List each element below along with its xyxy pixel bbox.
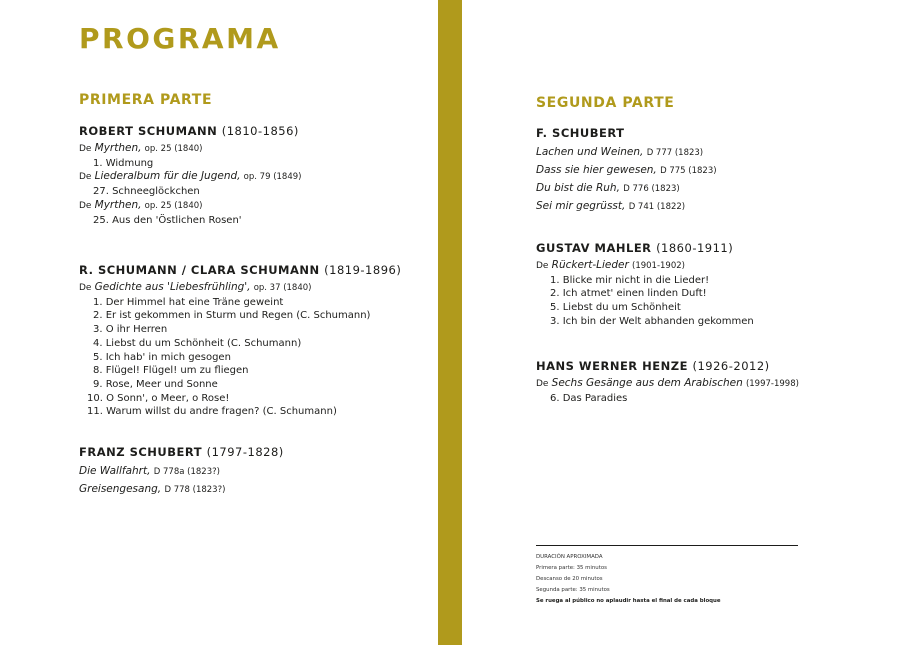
composer-name: [79, 124, 419, 138]
de-prefix: De: [79, 200, 92, 211]
work-catalogue: D 776 (1823): [623, 184, 680, 194]
work-catalogue: op. 25 (1840): [144, 200, 203, 211]
schumanns-block: [79, 263, 419, 419]
page-title: PROGRAMA: [79, 22, 281, 55]
duration-line: Descanso de 20 minutos: [536, 576, 603, 582]
duration-line: Segunda parte: 35 minutos: [536, 587, 610, 593]
composer-name-text: FRANZ SCHUBERT: [79, 445, 203, 459]
work-line: [536, 198, 876, 216]
song-item: 3. Ich bin der Welt abhanden gekommen: [550, 315, 754, 327]
work-line: [536, 180, 876, 198]
f-schubert-block: [536, 126, 876, 216]
work-title: Lachen und Weinen,: [536, 146, 644, 158]
composer-name: [536, 241, 876, 255]
de-prefix: De: [536, 261, 549, 271]
work-line: [79, 170, 419, 185]
work-catalogue: D 741 (1822): [628, 202, 686, 212]
mahler-block: [536, 241, 876, 329]
work-title: Greisengesang,: [79, 483, 162, 495]
composer-name: [79, 445, 419, 459]
work-title: Sei mir gegrüsst,: [536, 200, 626, 212]
work-title: Die Wallfahrt,: [79, 465, 151, 477]
song-item: 1. Widmung: [93, 157, 154, 169]
schumann-block: [79, 124, 419, 227]
work-line: [79, 481, 419, 499]
song-item: 6. Das Paradies: [550, 392, 628, 404]
work-title: Gedichte aus 'Liebesfrühling',: [94, 281, 251, 293]
composer-years: (1819-1896): [324, 263, 402, 277]
de-prefix: De: [79, 144, 92, 154]
work-catalogue: D 777 (1823): [646, 148, 704, 158]
work-line: [536, 259, 876, 274]
notes-divider: [536, 545, 798, 546]
song-item: 3. O ihr Herren: [93, 324, 168, 336]
composer-name-text: GUSTAV MAHLER: [536, 241, 652, 255]
song-item: 10. O Sonn', o Meer, o Rose!: [87, 392, 230, 404]
de-prefix: De: [79, 172, 92, 183]
work-catalogue: (1901-1902): [632, 261, 685, 271]
song-item: 8. Flügel! Flügel! um zu fliegen: [93, 365, 249, 377]
composer-name: [536, 359, 876, 373]
work-line: [536, 144, 876, 162]
work-title: Liederalbum für die Jugend,: [94, 170, 241, 183]
work-title: Myrthen,: [94, 142, 142, 154]
work-line: [79, 463, 419, 481]
work-catalogue: D 778a (1823?): [153, 467, 220, 477]
song-item: 11. Warum willst du andre fragen? (C. Schumann): [87, 406, 337, 418]
song-item: 25. Aus den 'Östlichen Rosen': [93, 214, 242, 226]
composer-years: (1926-2012): [692, 359, 770, 373]
work-catalogue: op. 79 (1849): [243, 172, 302, 183]
gold-divider-bar: [438, 0, 462, 645]
work-catalogue: op. 25 (1840): [144, 144, 203, 154]
work-title: Sechs Gesänge aus dem Arabischen: [551, 377, 743, 389]
segunda-parte-heading: SEGUNDA PARTE: [536, 95, 675, 111]
song-item: 5. Ich hab' in mich gesogen: [93, 351, 231, 363]
duration-notes: [536, 552, 721, 607]
primera-parte-heading: PRIMERA PARTE: [79, 92, 213, 108]
composer-name-text: ROBERT SCHUMANN: [79, 124, 218, 138]
song-item: 2. Er ist gekommen in Sturm und Regen (C. Schumann): [93, 310, 371, 322]
song-item: 1. Blicke mir nicht in die Lieder!: [550, 274, 710, 286]
work-title: Rückert-Lieder: [551, 259, 629, 271]
composer-years: (1797-1828): [206, 445, 284, 459]
work-line: [79, 281, 419, 296]
duration-heading: DURACIÓN APROXIMADA: [536, 554, 603, 560]
composer-years: (1810-1856): [221, 124, 299, 138]
work-line: [79, 142, 419, 157]
composer-name: [79, 263, 419, 277]
work-line: [536, 377, 876, 392]
song-item: 2. Ich atmet' einen linden Duft!: [550, 288, 707, 300]
work-catalogue: D 775 (1823): [660, 166, 717, 176]
work-line: [536, 162, 876, 180]
work-catalogue: (1997-1998): [745, 379, 799, 389]
de-prefix: De: [536, 379, 549, 389]
applause-request: Se ruega al público no aplaudir hasta el final de cada bloque: [536, 598, 721, 604]
work-catalogue: op. 37 (1840): [253, 283, 312, 293]
song-item: 27. Schneeglöckchen: [93, 186, 200, 198]
work-title: Dass sie hier gewesen,: [536, 164, 657, 176]
de-prefix: De: [79, 283, 92, 293]
song-item: 5. Liebst du um Schönheit: [550, 302, 681, 314]
composer-name: [536, 126, 876, 140]
schubert-block: [79, 445, 419, 499]
song-item: 9. Rose, Meer und Sonne: [93, 378, 218, 390]
duration-line: Primera parte: 35 minutos: [536, 565, 607, 571]
composer-name-text: R. SCHUMANN / CLARA SCHUMANN: [79, 263, 320, 277]
composer-name-text: F. SCHUBERT: [536, 126, 625, 140]
work-line: [79, 199, 419, 214]
song-item: 4. Liebst du um Schönheit (C. Schumann): [93, 337, 302, 349]
henze-block: [536, 359, 876, 405]
composer-years: (1860-1911): [656, 241, 734, 255]
composer-name-text: HANS WERNER HENZE: [536, 359, 688, 373]
work-title: Myrthen,: [94, 198, 142, 211]
work-title: Du bist die Ruh,: [536, 182, 620, 194]
work-catalogue: D 778 (1823?): [164, 485, 226, 495]
song-item: 1. Der Himmel hat eine Träne geweint: [93, 296, 284, 308]
